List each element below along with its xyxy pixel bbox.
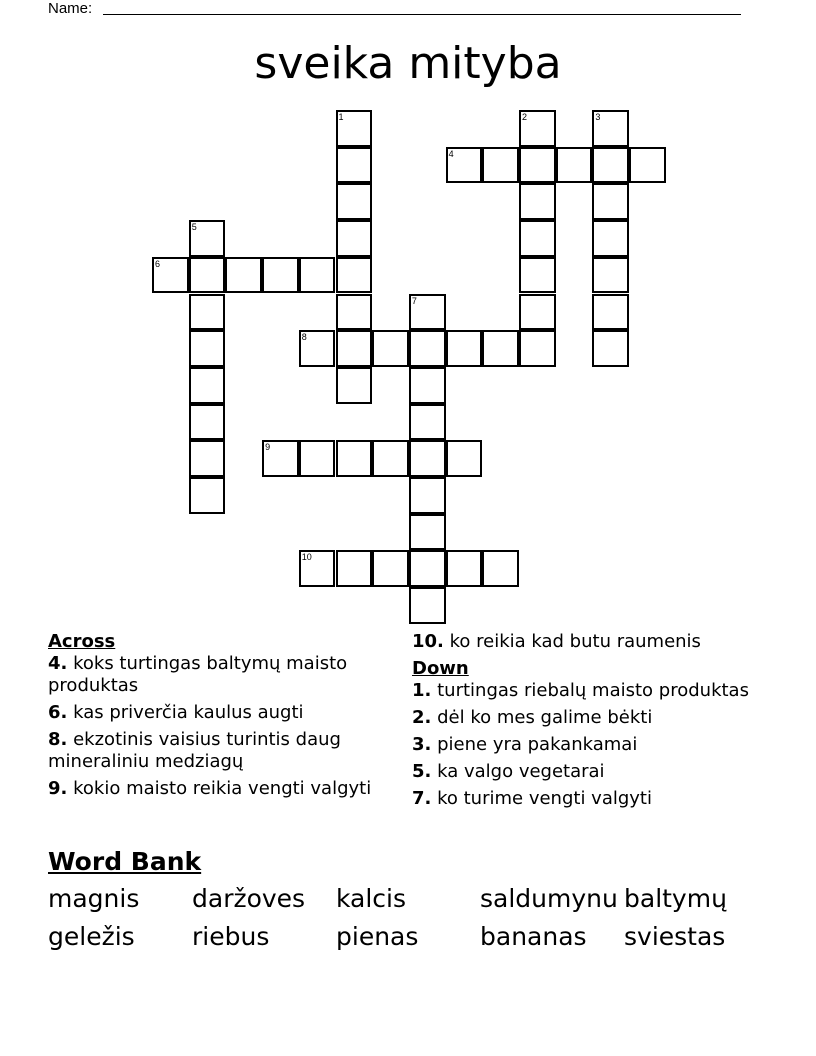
- clues-right-column: [412, 631, 772, 815]
- word-bank-item: kalcis: [336, 884, 407, 913]
- grid-cell[interactable]: [446, 330, 483, 367]
- clue-text: koks turtingas baltymų maisto produktas: [48, 653, 348, 696]
- grid-cell[interactable]: [225, 257, 262, 294]
- grid-cell[interactable]: [629, 147, 666, 184]
- clue-down-2: [412, 707, 772, 729]
- clue-text: kokio maisto reikia vengti valgyti: [73, 778, 372, 799]
- word-bank-item: baltymų: [624, 884, 727, 913]
- grid-cell[interactable]: [189, 477, 226, 514]
- word-bank-title: Word Bank: [48, 847, 202, 876]
- grid-cell[interactable]: [592, 330, 629, 367]
- clue-text: kas priverčia kaulus augti: [73, 702, 304, 723]
- clue-number: 1.: [412, 680, 432, 701]
- grid-cell[interactable]: [409, 367, 446, 404]
- cell-number: 3: [595, 112, 601, 122]
- clue-text: dėl ko mes galime bėkti: [437, 707, 653, 728]
- grid-cell[interactable]: [592, 220, 629, 257]
- clue-across-6: [48, 702, 398, 724]
- grid-cell[interactable]: [189, 294, 226, 331]
- grid-cell[interactable]: [189, 257, 226, 294]
- cell-number: 4: [448, 148, 454, 159]
- clue-across-9: [48, 778, 398, 800]
- grid-cell[interactable]: [409, 477, 446, 514]
- clue-text: ko reikia kad butu raumenis: [449, 631, 701, 652]
- clue-down-5: [412, 761, 772, 783]
- grid-cell[interactable]: [482, 147, 519, 184]
- clue-number: 2.: [412, 707, 432, 728]
- name-label: Name:: [48, 0, 93, 17]
- clue-across-8: [48, 729, 398, 773]
- grid-cell[interactable]: [446, 147, 483, 184]
- clue-number: 9.: [48, 778, 68, 799]
- grid-cell[interactable]: [409, 330, 446, 367]
- word-bank-item: daržoves: [192, 884, 306, 913]
- grid-cell[interactable]: [262, 440, 299, 477]
- clue-number: 4.: [48, 653, 68, 674]
- cell-number: 1: [338, 112, 344, 122]
- cell-number: 8: [301, 332, 307, 343]
- grid-cell[interactable]: [336, 440, 373, 477]
- grid-cell[interactable]: [446, 550, 483, 587]
- grid-cell[interactable]: [592, 294, 629, 331]
- grid-cell[interactable]: [336, 220, 373, 257]
- grid-cell[interactable]: [519, 257, 556, 294]
- clue-number: 3.: [412, 734, 432, 755]
- clue-text: ekzotinis vaisius turintis daug mineraliniu medziagų: [48, 729, 341, 772]
- grid-cell[interactable]: [519, 220, 556, 257]
- grid-cell[interactable]: [336, 110, 373, 147]
- grid-cell[interactable]: [299, 330, 336, 367]
- grid-cell[interactable]: [446, 440, 483, 477]
- grid-cell[interactable]: [189, 330, 226, 367]
- grid-cell[interactable]: [189, 220, 226, 257]
- grid-cell[interactable]: [519, 110, 556, 147]
- grid-cell[interactable]: [336, 550, 373, 587]
- grid-cell[interactable]: [152, 257, 189, 294]
- clue-number: 6.: [48, 702, 68, 723]
- grid-cell[interactable]: [299, 550, 336, 587]
- clue-down-3: [412, 734, 772, 756]
- grid-cell[interactable]: [336, 330, 373, 367]
- puzzle-title: sveika mityba: [254, 38, 562, 89]
- grid-cell[interactable]: [519, 183, 556, 220]
- word-bank-item: pienas: [336, 922, 419, 951]
- cell-number: 6: [155, 258, 161, 269]
- down-heading: Down: [412, 658, 469, 679]
- clue-text: turtingas riebalų maisto produktas: [437, 680, 749, 701]
- grid-cell[interactable]: [409, 587, 446, 624]
- clue-text: ko turime vengti valgyti: [437, 788, 652, 809]
- clue-down-7: [412, 788, 772, 810]
- cell-number: 7: [411, 295, 417, 306]
- grid-cell[interactable]: [336, 367, 373, 404]
- grid-cell[interactable]: [592, 257, 629, 294]
- word-bank-item: sviestas: [624, 922, 726, 951]
- grid-cell[interactable]: [262, 257, 299, 294]
- clue-across-10: [412, 631, 772, 653]
- grid-cell[interactable]: [409, 404, 446, 441]
- grid-cell[interactable]: [592, 147, 629, 184]
- grid-cell[interactable]: [519, 147, 556, 184]
- grid-cell[interactable]: [189, 404, 226, 441]
- word-bank-item: riebus: [192, 922, 270, 951]
- cell-number: 9: [265, 442, 271, 453]
- clues-left-column: [48, 631, 398, 805]
- grid-cell[interactable]: [336, 183, 373, 220]
- cell-number: 5: [191, 222, 197, 233]
- clue-text: ka valgo vegetarai: [437, 761, 605, 782]
- grid-cell[interactable]: [592, 183, 629, 220]
- clue-down-1: [412, 680, 772, 702]
- grid-cell[interactable]: [336, 257, 373, 294]
- grid-cell[interactable]: [482, 550, 519, 587]
- grid-cell[interactable]: [299, 440, 336, 477]
- grid-cell[interactable]: [409, 440, 446, 477]
- grid-cell[interactable]: [372, 550, 409, 587]
- grid-cell[interactable]: [336, 147, 373, 184]
- clue-number: 8.: [48, 729, 68, 750]
- grid-cell[interactable]: [372, 440, 409, 477]
- grid-cell[interactable]: [519, 330, 556, 367]
- clue-text: piene yra pakankamai: [437, 734, 638, 755]
- word-bank-item: magnis: [48, 884, 140, 913]
- word-bank-item: saldumynu: [480, 884, 618, 913]
- clue-across-4: [48, 653, 398, 697]
- word-bank-item: bananas: [480, 922, 587, 951]
- cell-number: 2: [522, 112, 528, 122]
- grid-cell[interactable]: [409, 514, 446, 551]
- clue-number: 7.: [412, 788, 432, 809]
- grid-cell[interactable]: [592, 110, 629, 147]
- grid-cell[interactable]: [189, 440, 226, 477]
- across-heading: Across: [48, 631, 116, 652]
- word-bank-item: geležis: [48, 922, 135, 951]
- grid-cell[interactable]: [336, 294, 373, 331]
- clue-number: 5.: [412, 761, 432, 782]
- grid-cell[interactable]: [409, 550, 446, 587]
- grid-cell[interactable]: [299, 257, 336, 294]
- grid-cell[interactable]: [482, 330, 519, 367]
- grid-cell[interactable]: [409, 294, 446, 331]
- grid-cell[interactable]: [556, 147, 593, 184]
- cell-number: 10: [301, 552, 312, 563]
- grid-cell[interactable]: [189, 367, 226, 404]
- clue-number: 10.: [412, 631, 444, 652]
- grid-cell[interactable]: [519, 294, 556, 331]
- grid-cell[interactable]: [372, 330, 409, 367]
